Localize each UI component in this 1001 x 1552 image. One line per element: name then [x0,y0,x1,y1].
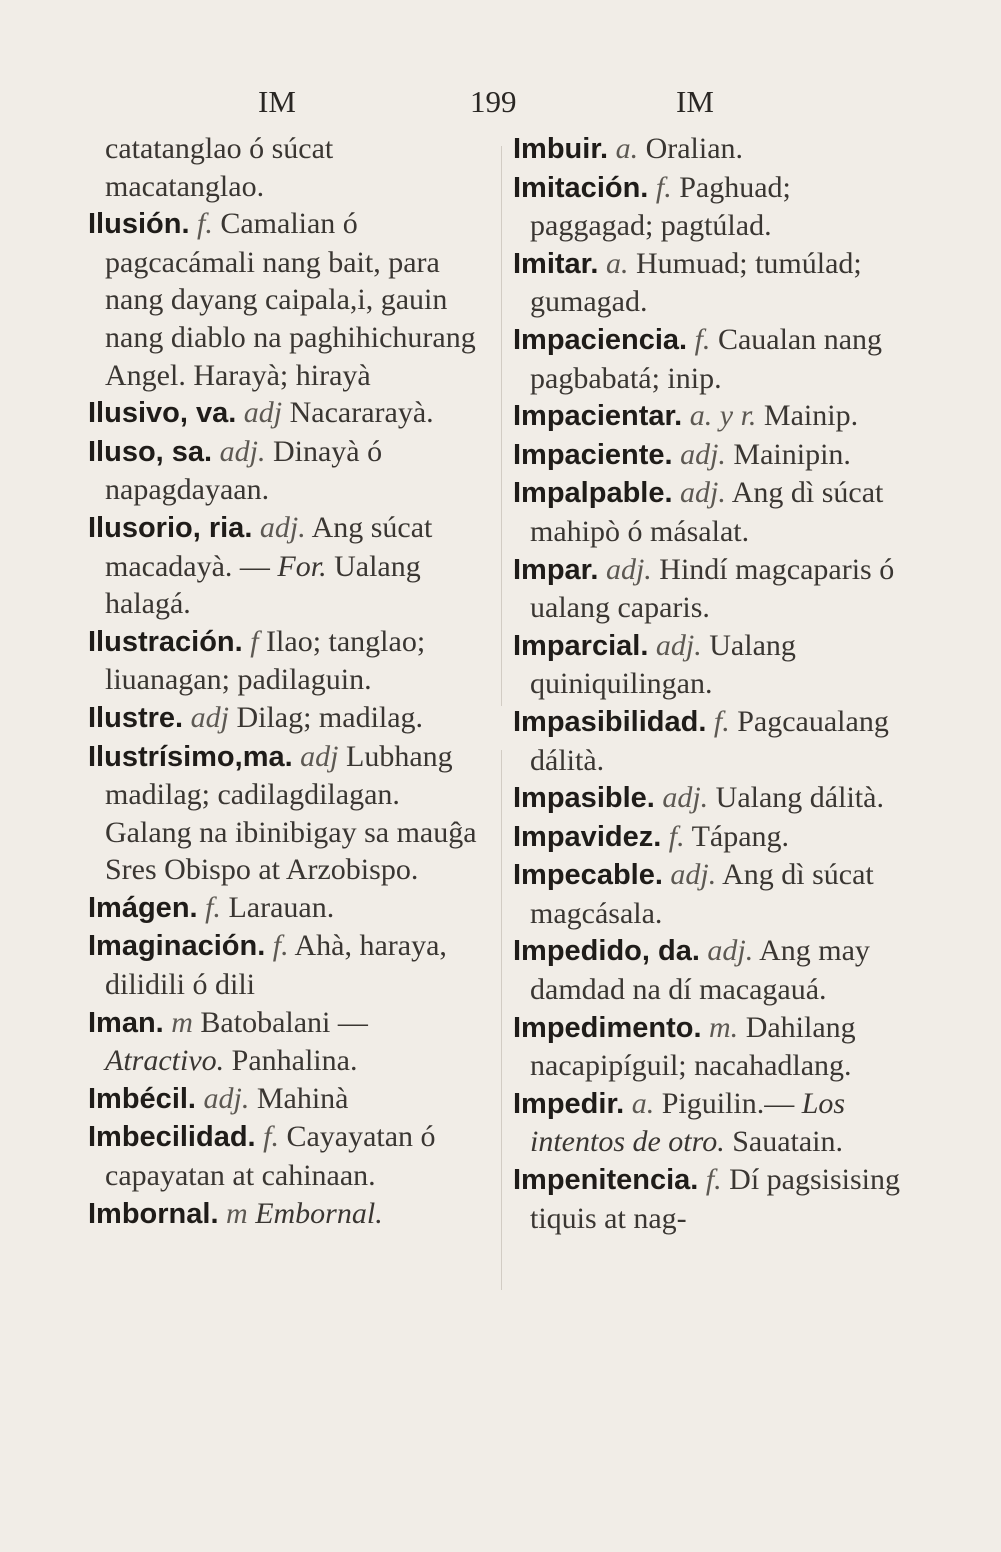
entry-head: Impecable. [513,859,663,892]
entry-head: Impaciencia. [513,323,688,356]
entry-body: Oralian. [645,132,744,165]
entry-body: Tápang. [691,819,790,853]
header-guide-word-left: IM [258,84,296,119]
entry-body: Ilao; tanglao; liuanagan; padilaguin. [105,624,426,697]
entry-head: Imbuir. [513,133,609,165]
entry-body: Ang dì súcat mahipò ó másalat. [530,476,884,548]
header-guide-word-right: IM [676,84,714,119]
continuation-text: catatanglao ó súcat macatanglao. [105,132,334,203]
left-column [88,130,483,1233]
right-column [513,130,913,1237]
dictionary-entry [88,394,483,433]
entry-pos: adj. [203,1081,250,1115]
dictionary-entry [513,397,913,436]
entry-body2: Atractivo. [105,1044,225,1078]
entry-pos: adj. [219,434,266,468]
entry-body: Dahilang nacapipíguil; nacahadlang. [530,1010,856,1083]
entry-head: Ilustre. [88,701,184,734]
entry-pos: adj. [707,934,754,968]
entry-pos: a. [615,132,639,165]
entry-pos: f. [694,322,711,356]
entry-head: Impacientar. [513,400,683,433]
entry-pos: f. [263,1120,279,1154]
entry-pos: m [226,1196,248,1230]
left-entry-list [88,205,483,1233]
entry-body: Ang may damdad na dí macagauá. [530,934,870,1007]
dictionary-entry [513,779,913,818]
entry-pos: adj. [662,781,709,815]
entry-head: Impaciente. [513,438,673,471]
entry-pos: f. [197,207,213,241]
column-divider-lower [501,750,502,1290]
entry-body: Hindí magcaparis ó ualang caparis. [530,552,895,625]
entry-head: Impavidez. [513,820,662,853]
dictionary-entry [88,205,483,394]
dictionary-entry [513,856,913,932]
dictionary-entry [513,551,913,627]
entry-body2: Embornal. [255,1196,383,1230]
entry-body: Ualang dálità. [715,781,884,815]
entry-body: Batobalani — [200,1005,368,1039]
dictionary-entry [513,1085,913,1161]
entry-head: Impasible. [513,782,655,815]
dictionary-entry [513,436,913,475]
entry-head: Imágen. [88,891,198,924]
entry-body: Camalian ó pagcacámali nang bait, para nang dayang caipala,i, gauin nang diablo na paghihichurang Angel. Harayà; hirayà [105,207,476,392]
dictionary-entry [88,889,483,928]
entry-head: Impenitencia. [513,1164,699,1197]
entry-body: Ang súcat macadayà. — [105,510,433,583]
entry-head: Ilusión. [88,208,190,241]
dictionary-entry [513,627,913,703]
entry-pos: a. y r. [689,399,757,433]
dictionary-entry [88,699,483,738]
entry-body: Ang dì súcat magcásala. [530,858,874,930]
dictionary-entry [88,1195,483,1234]
entry-head: Imbecilidad. [88,1121,256,1154]
dictionary-entry [88,1118,483,1194]
entry-pos: adj. [655,628,702,662]
dictionary-entry [513,245,913,321]
entry-body2: For. [277,549,327,583]
entry-head: Ilusorio, ria. [88,511,253,544]
dictionary-entry [88,1004,483,1080]
entry-head: Imitar. [513,247,599,280]
dictionary-entry [513,932,913,1008]
entry-body: Piguilin.— [661,1086,795,1120]
entry-pos: adj. [670,858,717,892]
entry-pos: m [171,1005,193,1039]
entry-body3: Sauatain. [732,1125,844,1159]
entry-head: Ilustración. [88,625,243,658]
entry-pos: a. [605,246,629,280]
entry-pos: m. [709,1010,739,1044]
entry-head: Ilustrísimo,ma. [88,740,293,773]
entry-pos: adj. [680,476,726,510]
entry-body: Dí pagsisising tiquis at nag- [530,1163,901,1235]
entry-pos: f. [668,819,685,853]
entry-pos: adj. [259,510,306,544]
entry-head: Imaginación. [88,930,266,963]
entry-body: Pagcaualang dálità. [530,704,889,777]
entry-head: Imitación. [513,171,649,204]
dictionary-entry [88,623,483,699]
entry-pos: f [250,624,259,658]
entry-body: Nacararayà. [289,396,434,430]
page-header [0,84,1001,124]
dictionary-entry [88,927,483,1003]
dictionary-entry [513,321,913,397]
entry-head: Imbornal. [88,1197,219,1230]
dictionary-entry [88,1080,483,1119]
entry-pos: adj [243,396,283,430]
entry-head: Impedido, da. [513,935,700,968]
entry-pos: adj [190,700,229,734]
entry-pos: adj. [680,437,726,471]
entry-head: Impar. [513,553,599,586]
entry-head: Imparcial. [513,629,649,662]
dictionary-entry [513,474,913,550]
entry-body: Paghuad; paggagad; pagtúlad. [530,170,791,243]
entry-head: Impedimento. [513,1011,702,1044]
entry-body: Humuad; tumúlad; gumagad. [530,246,862,319]
entry-head: Impalpable. [513,477,673,510]
entry-head: Impasibilidad. [513,705,707,738]
entry-body3: Panhalina. [231,1044,358,1078]
entry-body: Ualang quiniquilingan. [530,628,796,701]
entry-pos: f. [655,170,672,204]
page-number: 199 [470,84,517,119]
dictionary-entry [513,169,913,245]
dictionary-entry [513,1009,913,1085]
entry-head: Imbécil. [88,1082,196,1115]
entry-body3: Ualang halagá. [105,549,421,621]
entry-body: Larauan. [228,890,335,924]
dictionary-entry [513,703,913,779]
entry-body: Dinayà ó napagdayaan. [105,434,383,507]
dictionary-entry [513,1161,913,1237]
entry-body: Dilag; madilag. [236,700,424,734]
dictionary-entry [513,818,913,857]
entry-body: Lubhang madilag; cadilagdilagan. Galang na ibinibigay sa mauĝa Sres Obispo at Arzobispo. [105,739,477,887]
right-entry-list [513,130,913,1237]
entry-body: Ahà, haraya, dilidili ó dili [105,929,447,1002]
dictionary-entry [88,509,483,623]
dictionary-entry [88,433,483,509]
entry-body: Mahinà [256,1081,349,1115]
entry-pos: f. [705,1163,722,1197]
entry-body: Cayayatan ó capayatan at cahinaan. [105,1120,436,1193]
entry-head: Iluso, sa. [88,435,213,468]
entry-body: Caualan nang pagbabatá; inip. [530,322,883,395]
entry-pos: f. [713,704,730,738]
entry-body: Mainipin. [733,437,851,471]
entry-pos: f. [205,890,221,924]
dictionary-entry [513,130,913,169]
entry-body: Mainip. [763,399,859,433]
entry-body2: Los intentos de otro. [530,1086,846,1159]
entry-pos: adj. [605,552,652,586]
entry-head: Ilusivo, va. [88,397,237,430]
entry-pos: a. [631,1086,655,1120]
dictionary-entry [88,738,483,889]
entry-head: Impedir. [513,1087,625,1120]
entry-pos: adj [300,739,339,773]
column-divider [501,146,502,706]
entry-pos: f. [272,929,289,963]
entry-head: Iman. [88,1006,164,1039]
